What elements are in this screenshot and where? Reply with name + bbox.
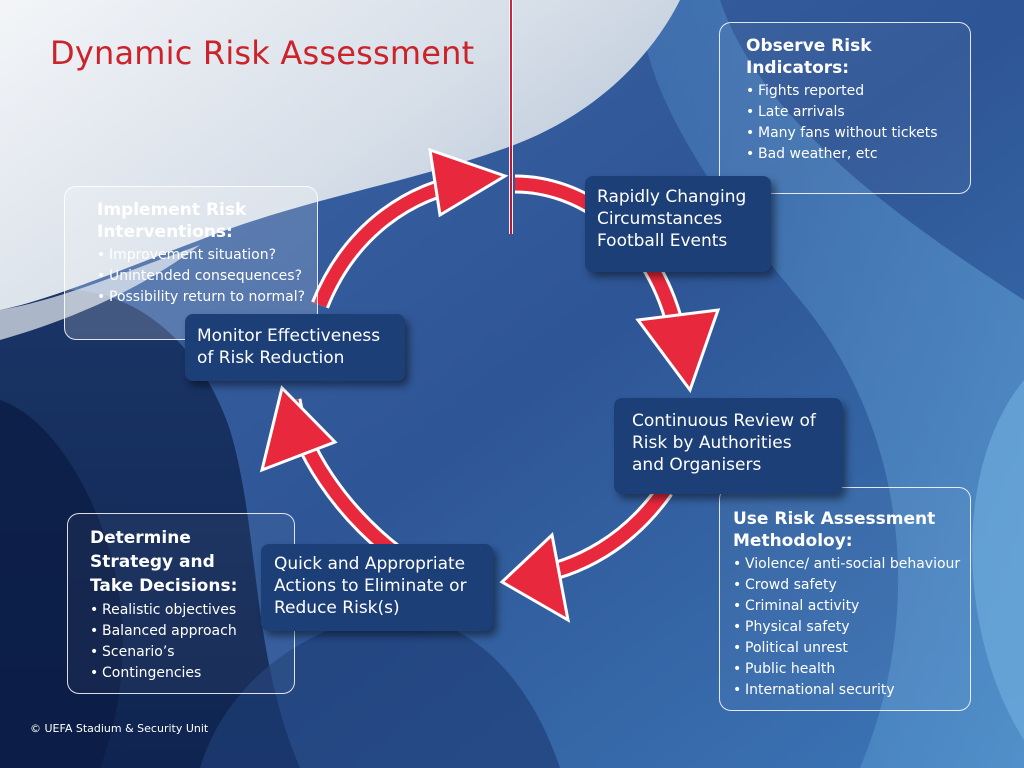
list-item: • Improvement situation?	[97, 245, 307, 266]
panel-observe-heading: Observe Risk Indicators:	[746, 36, 872, 78]
panel-observe-risk	[719, 22, 971, 194]
list-item: • Realistic objectives	[90, 600, 286, 621]
list-item: • Scenario’s	[90, 642, 286, 663]
arrowhead-2	[502, 535, 568, 620]
list-item: • International security	[733, 680, 962, 701]
list-item: • Public health	[733, 659, 962, 680]
node-quick-actions: Quick and Appropriate Actions to Eliminate or Reduce Risk(s)	[261, 544, 493, 631]
list-item: • Unintended consequences?	[97, 266, 307, 287]
list-item: • Criminal activity	[733, 596, 962, 617]
panel-methodology	[719, 487, 971, 711]
page-title: Dynamic Risk Assessment	[50, 34, 475, 72]
list-item: • Possibility return to normal?	[97, 287, 307, 308]
list-item: • Contingencies	[90, 663, 286, 684]
node-continuous-review: Continuous Review of Risk by Authorities and Organisers	[614, 398, 842, 494]
panel-methodology-heading: Use Risk Assessment Methodoloy:	[733, 509, 936, 551]
list-item: • Violence/ anti-social behaviour	[733, 554, 962, 575]
list-item: • Crowd safety	[733, 575, 962, 596]
list-item: • Balanced approach	[90, 621, 286, 642]
list-item: • Bad weather, etc	[746, 144, 956, 165]
node-rapidly-changing: Rapidly Changing Circumstances Football Events	[585, 176, 771, 272]
list-item: • Many fans without tickets	[746, 123, 956, 144]
node-monitor-effectiveness: Monitor Effectiveness of Risk Reduction	[185, 314, 405, 381]
arrowhead-4	[430, 150, 505, 215]
panel-strategy-heading: Determine Strategy and Take Decisions:	[90, 528, 238, 596]
copyright-footer: © UEFA Stadium & Security Unit	[30, 722, 209, 735]
list-item: • Late arrivals	[746, 102, 956, 123]
panel-implement-heading: Implement Risk Interventions:	[97, 200, 247, 242]
arrowhead-1	[638, 310, 718, 390]
list-item: • Fights reported	[746, 81, 956, 102]
list-item: • Physical safety	[733, 617, 962, 638]
list-item: • Political unrest	[733, 638, 962, 659]
